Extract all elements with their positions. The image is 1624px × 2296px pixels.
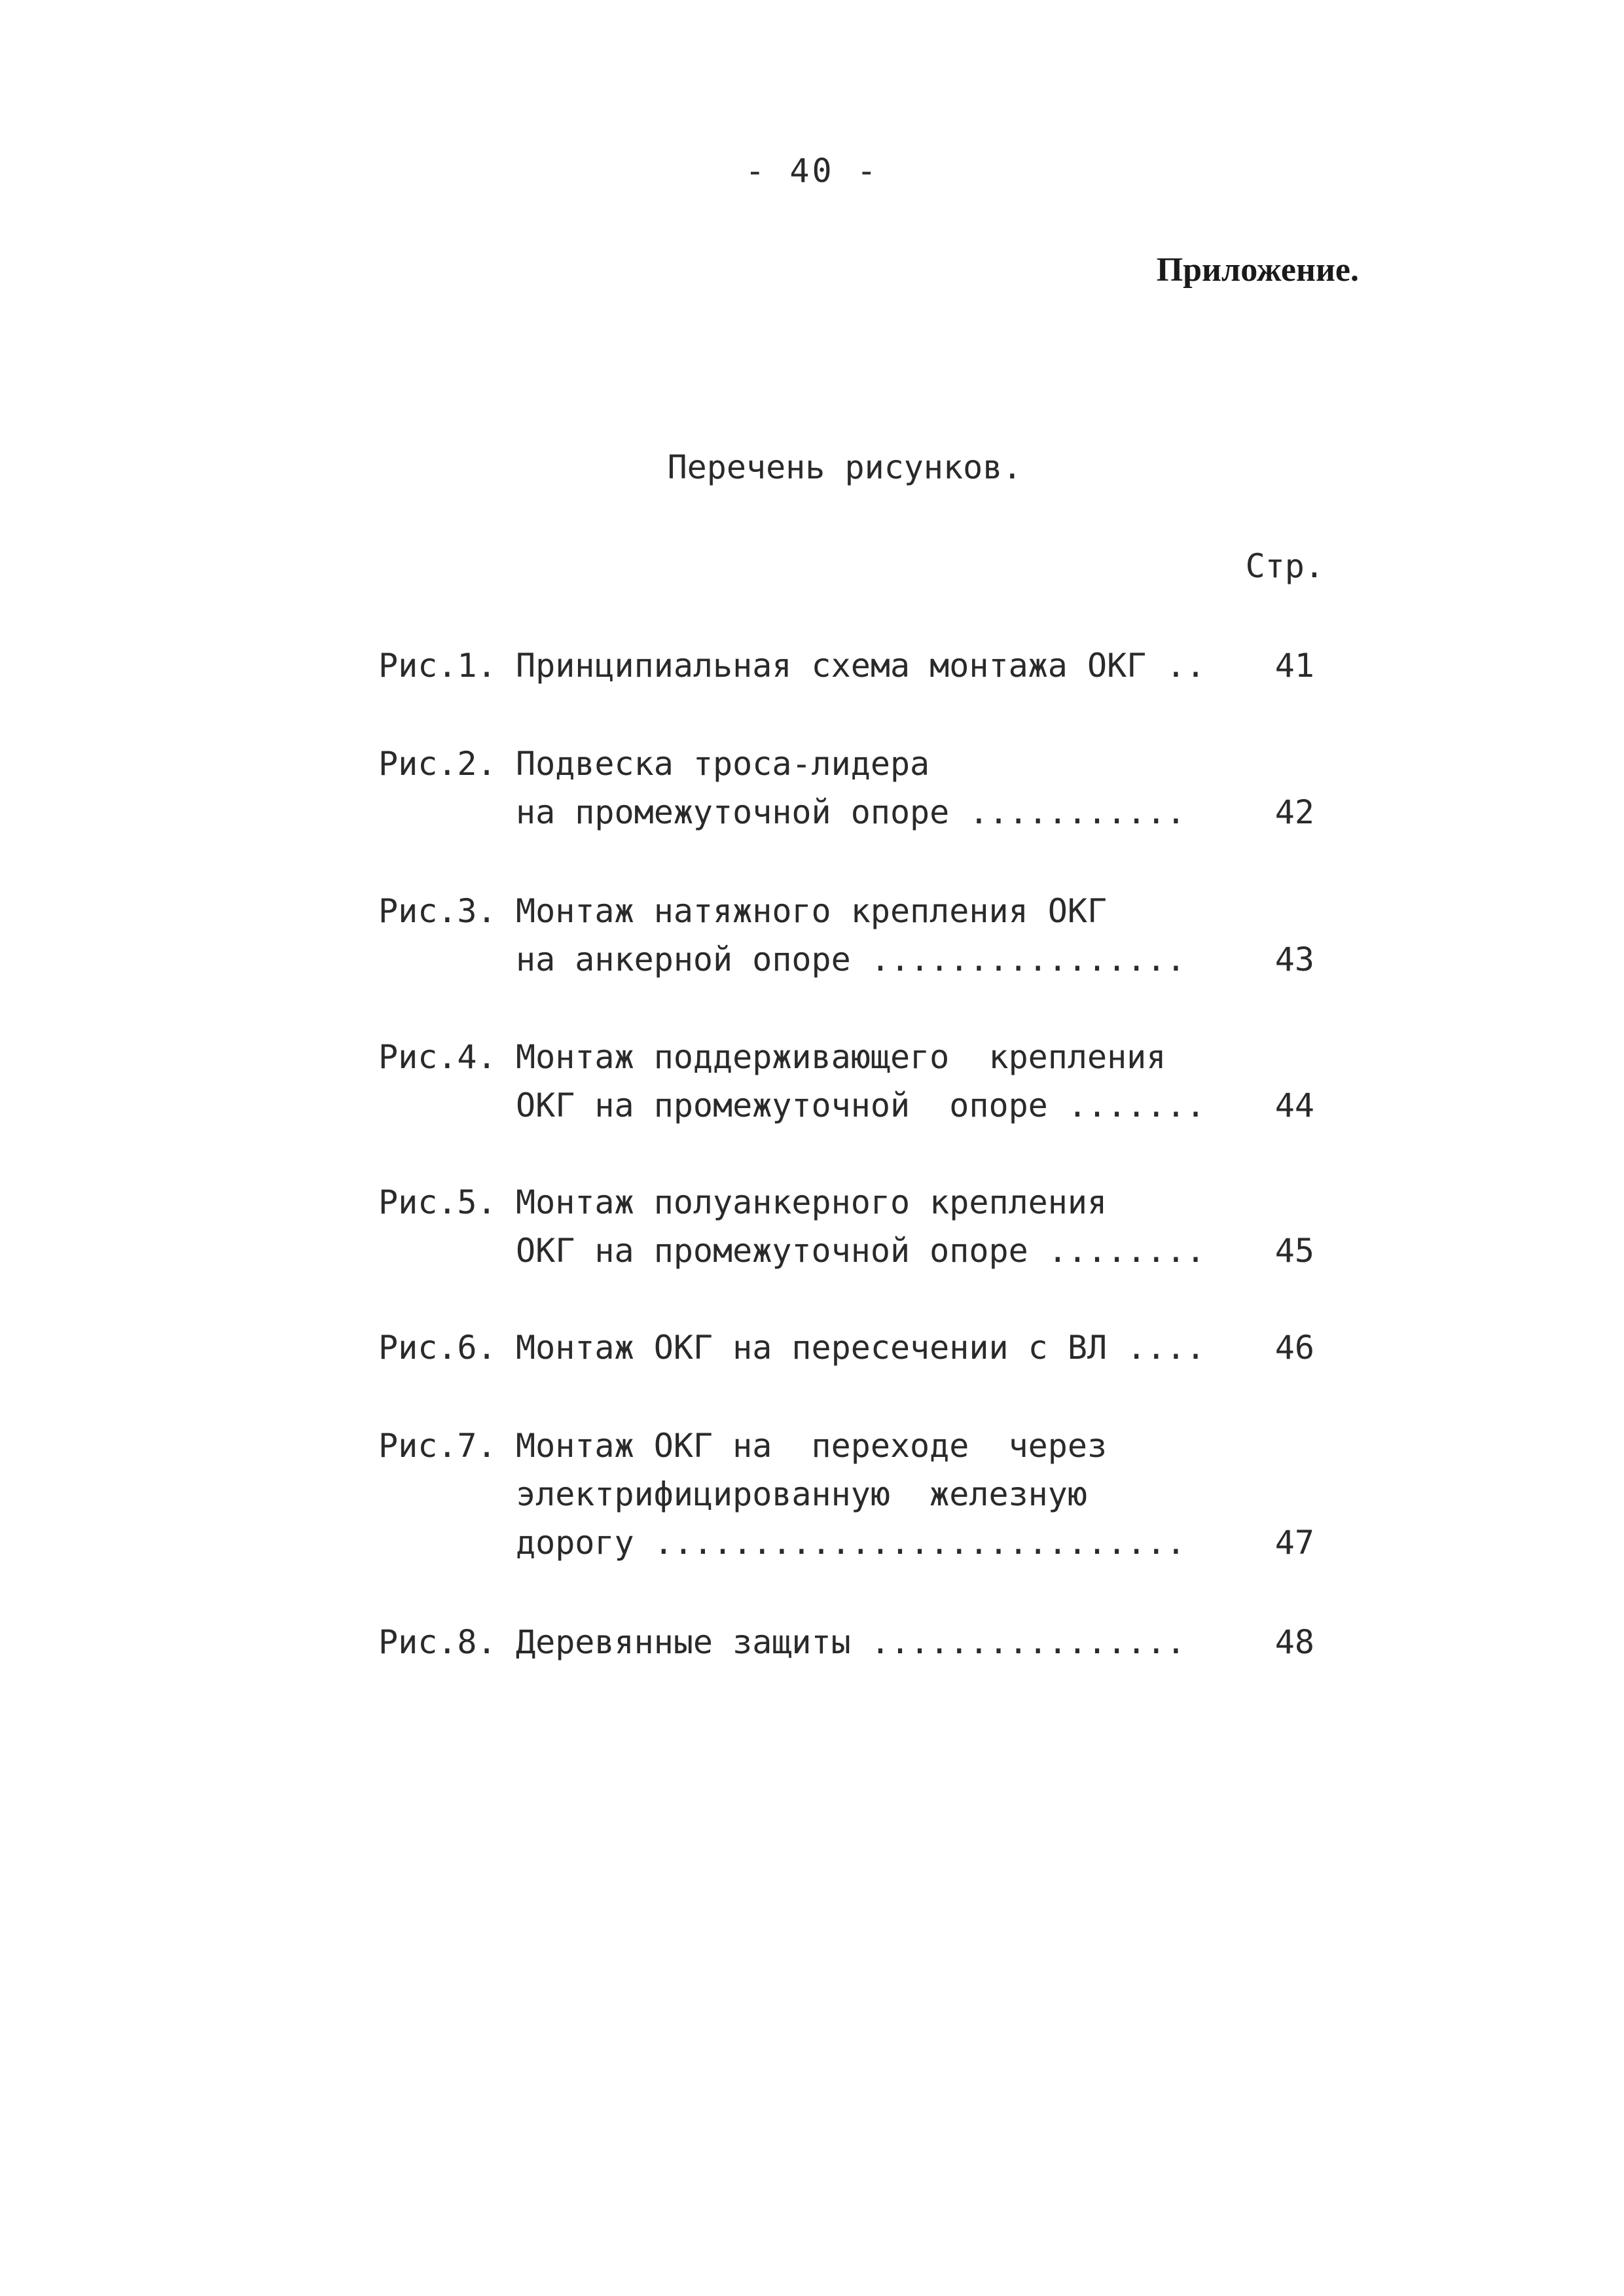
figure-caption-line: ОКГ на промежуточной опоре ....... [516,1086,1206,1124]
figure-caption-line: Монтаж ОКГ на переходе через [516,1427,1108,1465]
figure-page-number: 44 [1274,1086,1314,1124]
figure-label: Рис.7. [378,1427,497,1465]
figure-label: Рис.8. [378,1623,497,1661]
figure-page-number: 48 [1274,1623,1314,1661]
figure-entry-6 [378,1323,1314,1372]
figure-caption-line: Монтаж ОКГ на пересечении с ВЛ .... [516,1329,1206,1367]
appendix-title: Приложение. [1156,251,1359,289]
figure-label: Рис.5. [378,1183,497,1221]
figure-caption-line: Принципиальная схема монтажа ОКГ .. [516,647,1206,685]
figure-caption-line: ОКГ на промежуточной опоре ........ [516,1232,1206,1270]
figure-entry-4 [378,1033,1314,1130]
figure-entry-7 [378,1422,1314,1567]
figure-caption-line: Деревянные защиты ................ [516,1623,1186,1661]
figure-entry-3 [378,887,1314,984]
figure-entry-5 [378,1178,1314,1275]
figure-label: Рис.1. [378,647,497,685]
figure-page-number: 41 [1274,647,1314,685]
page-column-header: Стр. [1245,547,1324,585]
figure-caption-line: на промежуточной опоре ........... [516,793,1186,831]
figure-entry-2 [378,740,1314,836]
figure-caption-line: Монтаж натяжного крепления ОКГ [516,892,1108,930]
list-title: Перечень рисунков. [667,448,1022,486]
figure-caption-line: на анкерной опоре ................ [516,941,1186,978]
figure-entry-1 [378,641,1314,690]
figure-label: Рис.3. [378,892,497,930]
figure-page-number: 47 [1274,1524,1314,1562]
figure-caption-line: Монтаж полуанкерного крепления [516,1183,1108,1221]
figure-caption-line: Подвеска троса-лидера [516,745,930,783]
figure-entry-8 [378,1618,1314,1666]
page-number: - 40 - [745,152,879,190]
figure-caption-line: электрифицированную железную [516,1475,1087,1513]
figure-label: Рис.2. [378,745,497,783]
figure-label: Рис.6. [378,1329,497,1367]
figure-caption-line: дорогу ........................... [516,1524,1186,1562]
figure-caption-line: Монтаж поддерживающего крепления [516,1038,1166,1076]
figure-page-number: 46 [1274,1329,1314,1367]
figure-page-number: 43 [1274,941,1314,978]
figure-page-number: 42 [1274,793,1314,831]
figure-label: Рис.4. [378,1038,497,1076]
figure-page-number: 45 [1274,1232,1314,1270]
